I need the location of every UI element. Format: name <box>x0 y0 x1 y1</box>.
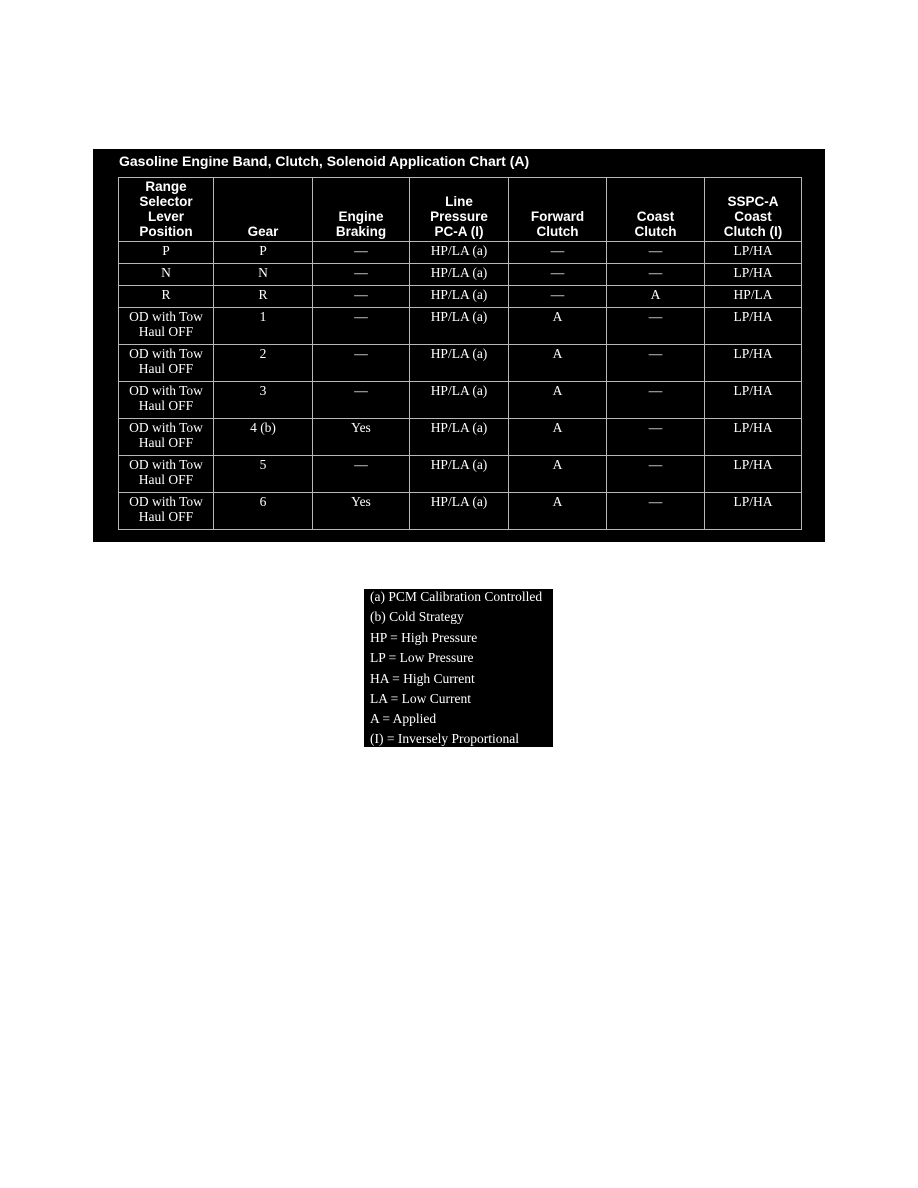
cell-coast-clutch: — <box>607 264 705 286</box>
legend-item: HP = High Pressure <box>370 630 478 645</box>
cell-position: OD with Tow Haul OFF <box>119 345 214 382</box>
cell-coast-clutch: — <box>607 242 705 264</box>
cell-position: OD with Tow Haul OFF <box>119 456 214 493</box>
table-row <box>119 456 802 493</box>
table-row <box>119 308 802 345</box>
cell-line-pressure: HP/LA (a) <box>410 242 509 264</box>
cell-forward-clutch: A <box>509 456 607 493</box>
cell-sspc-a: LP/HA <box>705 242 802 264</box>
legend-item: A = Applied <box>370 711 437 726</box>
application-chart <box>93 149 825 542</box>
cell-engine-braking: — <box>313 286 410 308</box>
table-header-row <box>119 178 802 242</box>
cell-sspc-a: LP/HA <box>705 419 802 456</box>
table-row <box>119 382 802 419</box>
cell-sspc-a: LP/HA <box>705 382 802 419</box>
cell-coast-clutch: — <box>607 345 705 382</box>
cell-position: OD with Tow Haul OFF <box>119 382 214 419</box>
cell-position: P <box>119 242 214 264</box>
table-row <box>119 286 802 308</box>
cell-coast-clutch: — <box>607 493 705 530</box>
cell-forward-clutch: — <box>509 242 607 264</box>
legend-item: LA = Low Current <box>370 691 471 706</box>
cell-line-pressure: HP/LA (a) <box>410 345 509 382</box>
cell-forward-clutch: — <box>509 286 607 308</box>
cell-line-pressure: HP/LA (a) <box>410 264 509 286</box>
legend-box <box>364 589 553 747</box>
cell-sspc-a: LP/HA <box>705 456 802 493</box>
header-sspc-a: SSPC-A Coast Clutch (I) <box>705 178 802 242</box>
cell-engine-braking: — <box>313 308 410 345</box>
cell-gear: 1 <box>214 308 313 345</box>
cell-line-pressure: HP/LA (a) <box>410 286 509 308</box>
legend-item: HA = High Current <box>370 671 475 686</box>
cell-forward-clutch: A <box>509 382 607 419</box>
cell-line-pressure: HP/LA (a) <box>410 382 509 419</box>
cell-engine-braking: — <box>313 456 410 493</box>
cell-position: OD with Tow Haul OFF <box>119 493 214 530</box>
cell-forward-clutch: A <box>509 308 607 345</box>
cell-coast-clutch: — <box>607 382 705 419</box>
cell-coast-clutch: — <box>607 456 705 493</box>
header-gear: Gear <box>214 178 313 242</box>
cell-forward-clutch: — <box>509 264 607 286</box>
cell-sspc-a: HP/LA <box>705 286 802 308</box>
cell-coast-clutch: A <box>607 286 705 308</box>
header-coast-clutch: Coast Clutch <box>607 178 705 242</box>
cell-coast-clutch: — <box>607 308 705 345</box>
cell-line-pressure: HP/LA (a) <box>410 419 509 456</box>
cell-position: OD with Tow Haul OFF <box>119 308 214 345</box>
table-row <box>119 242 802 264</box>
cell-forward-clutch: A <box>509 419 607 456</box>
cell-line-pressure: HP/LA (a) <box>410 308 509 345</box>
header-line-pressure: Line Pressure PC-A (I) <box>410 178 509 242</box>
legend-item: LP = Low Pressure <box>370 650 474 665</box>
legend-item: (b) Cold Strategy <box>370 609 464 624</box>
header-engine-braking: Engine Braking <box>313 178 410 242</box>
cell-sspc-a: LP/HA <box>705 493 802 530</box>
cell-engine-braking: — <box>313 382 410 419</box>
application-table <box>118 177 802 530</box>
cell-engine-braking: Yes <box>313 493 410 530</box>
cell-coast-clutch: — <box>607 419 705 456</box>
cell-sspc-a: LP/HA <box>705 308 802 345</box>
table-row <box>119 264 802 286</box>
legend-item: (a) PCM Calibration Controlled <box>370 589 543 604</box>
cell-position: R <box>119 286 214 308</box>
cell-position: N <box>119 264 214 286</box>
cell-gear: R <box>214 286 313 308</box>
table-row <box>119 493 802 530</box>
cell-engine-braking: — <box>313 345 410 382</box>
cell-sspc-a: LP/HA <box>705 264 802 286</box>
table-row <box>119 419 802 456</box>
cell-gear: 3 <box>214 382 313 419</box>
cell-forward-clutch: A <box>509 345 607 382</box>
header-forward-clutch: Forward Clutch <box>509 178 607 242</box>
cell-line-pressure: HP/LA (a) <box>410 493 509 530</box>
table-row <box>119 345 802 382</box>
cell-gear: 2 <box>214 345 313 382</box>
header-range-selector: Range Selector Lever Position <box>119 178 214 242</box>
cell-gear: 4 (b) <box>214 419 313 456</box>
cell-gear: P <box>214 242 313 264</box>
cell-engine-braking: — <box>313 242 410 264</box>
cell-engine-braking: Yes <box>313 419 410 456</box>
cell-forward-clutch: A <box>509 493 607 530</box>
chart-title: Gasoline Engine Band, Clutch, Solenoid Application Chart (A) <box>119 153 530 169</box>
cell-line-pressure: HP/LA (a) <box>410 456 509 493</box>
cell-gear: N <box>214 264 313 286</box>
cell-gear: 6 <box>214 493 313 530</box>
cell-position: OD with Tow Haul OFF <box>119 419 214 456</box>
cell-engine-braking: — <box>313 264 410 286</box>
cell-gear: 5 <box>214 456 313 493</box>
legend-item: (I) = Inversely Proportional <box>370 731 519 746</box>
cell-sspc-a: LP/HA <box>705 345 802 382</box>
